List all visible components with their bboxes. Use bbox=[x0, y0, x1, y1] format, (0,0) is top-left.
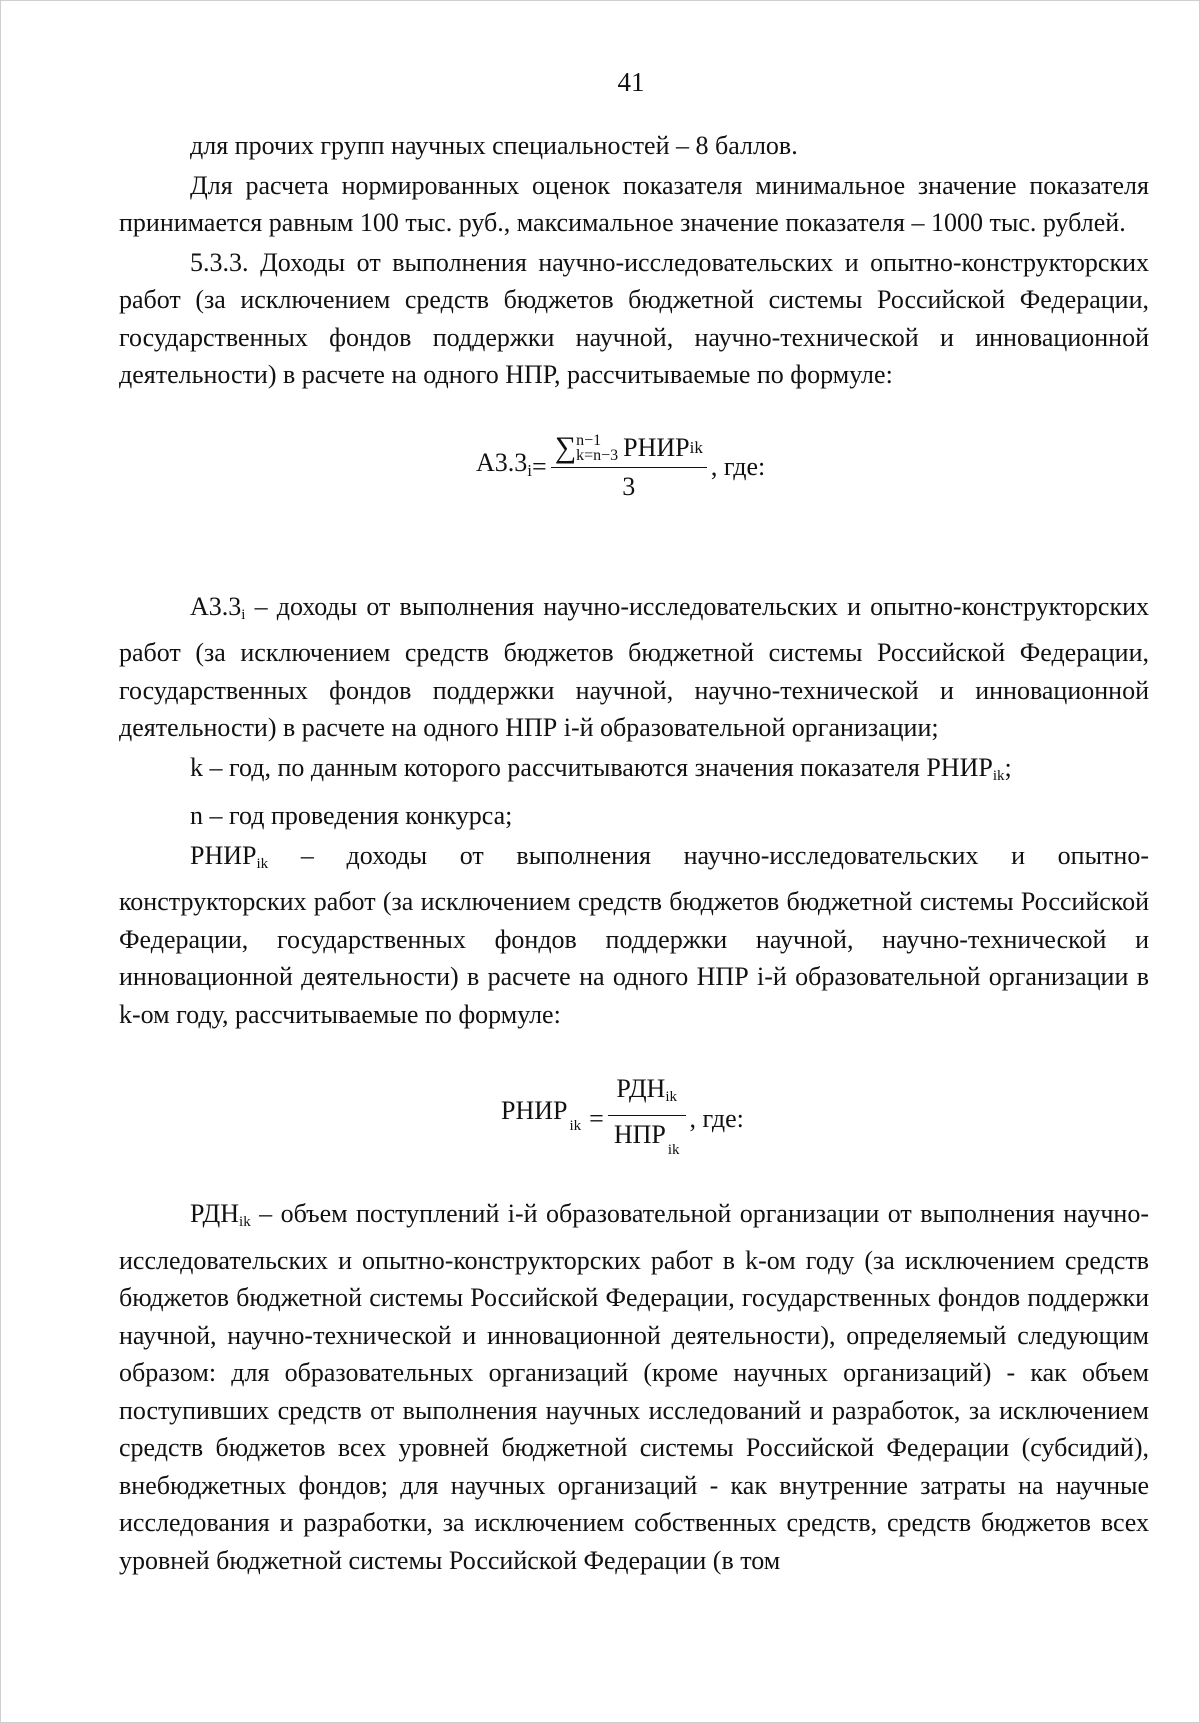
paragraph-other-groups: для прочих групп научных специальностей – 8 баллов. bbox=[190, 131, 798, 160]
definition-n: n – год проведения конкурса; bbox=[190, 801, 513, 830]
document-body bbox=[119, 127, 1149, 1579]
paragraph-section-5-3-3: 5.3.3. Доходы от выполнения научно-исследовательских и опытно-конструкторских работ (за исключением средств бюджетов бюджетной системы Российской Федерации, государственных фондов поддержки научной, научно-технической и инновационной деятельности) в расчете на одного НПР, рассчитываемые по формуле: bbox=[119, 247, 1149, 389]
formula2-fraction bbox=[608, 1071, 686, 1167]
formula2-lhs: $РНИР_{ik}$ bbox=[501, 1096, 582, 1135]
paragraph-normalization: Для расчета нормированных оценок показателя минимальное значение показателя принимается равным 100 тыс. руб., максимальное значение показателя – 1000 тыс. рублей. bbox=[119, 170, 1149, 237]
formula2-suffix: , где: bbox=[689, 1104, 744, 1134]
definition-rnir: РНИРik – доходы от выполнения научно-исследовательских и опытно-конструкторских работ (за исключением средств бюджетов бюджетной системы Российской Федерации, государственных фондов поддержки научной, научно-технической и инновационной деятельности) в расчете на одного НПР i-й образовательной организации в k-ом году, рассчитываемые по формуле: bbox=[119, 840, 1149, 1029]
definition-k: k – год, по данным которого рассчитываются значения показателя РНИРik; bbox=[190, 752, 1012, 784]
definition-a3-3: А3.3i – доходы от выполнения научно-исследовательских и опытно-конструкторских работ (за исключением средств бюджетов бюджетной системы Российской Федерации, государственных фондов поддержки научной, научно-технической и инновационной деятельности) в расчете на одного НПР i-й образовательной организации; bbox=[119, 591, 1149, 742]
formula-numerator: ∑ n−1 k=n−3 РНИР ik bbox=[554, 430, 703, 464]
formula-lhs: $А3.3_i$ bbox=[476, 447, 533, 480]
formula-rnir bbox=[119, 1071, 1149, 1158]
formula-fraction bbox=[551, 430, 707, 504]
formula-suffix: , где: bbox=[710, 451, 766, 481]
formula2-denominator: $НПР_{ik}$ bbox=[608, 1115, 686, 1167]
sum-sign: ∑ bbox=[554, 430, 577, 464]
formula-a3-3 bbox=[119, 430, 1149, 526]
sum-limits: n−1 k=n−3 bbox=[576, 431, 619, 464]
formula-equals: = bbox=[532, 451, 547, 481]
page-number: 41 bbox=[617, 67, 645, 97]
formula2-equals: = bbox=[589, 1104, 604, 1134]
formula-denominator: 3 bbox=[551, 467, 707, 504]
definition-rdn: РДНik – объем поступлений i-й образовательной организации от выполнения научно-исследовательских и опытно-конструкторских работ в k-ом году (за исключением средств бюджетов бюджетной системы Российской Федерации, государственных фондов поддержки научной, научно-технической и инновационной деятельности), определяемый следующим образом: для образовательных организаций (кроме научных организаций) - как объем поступивших средств от выполнения научных исследований и разработок, за исключением средств бюджетов всех уровней бюджетной системы Российской Федерации (субсидий), внебюджетных фондов; для научных организаций - как внутренние затраты на научные исследования и разработки, за исключением собственных средств, средств бюджетов всех уровней бюджетной системы Российской Федерации (в том bbox=[119, 1199, 1149, 1575]
formula2-numerator: РДНik bbox=[616, 1074, 678, 1105]
